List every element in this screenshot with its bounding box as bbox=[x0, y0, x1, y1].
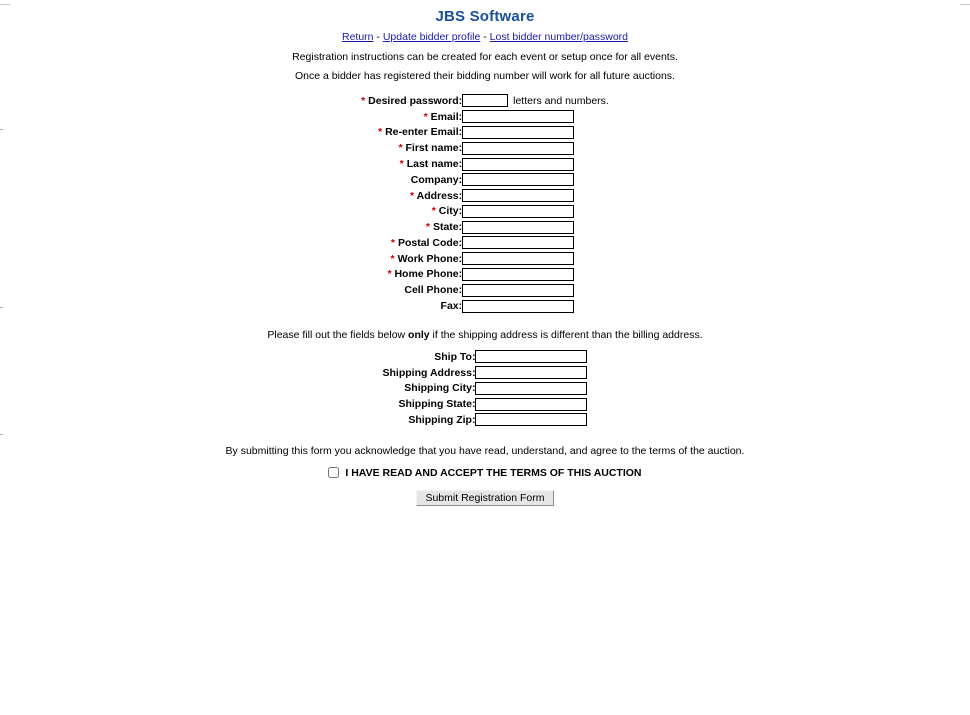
instructions-block bbox=[0, 51, 970, 82]
field-cell-postal-code bbox=[462, 235, 609, 251]
label-text: Cell Phone: bbox=[404, 284, 463, 297]
label-state bbox=[361, 219, 462, 235]
nav-separator-2: - bbox=[480, 31, 490, 43]
label-text: Postal Code: bbox=[397, 236, 463, 249]
shipping-form-table bbox=[383, 349, 588, 428]
label-company bbox=[361, 172, 462, 188]
label-shipping-city bbox=[383, 381, 476, 397]
label-text: Fax: bbox=[440, 300, 463, 313]
registration-form-table bbox=[361, 93, 609, 314]
top-rule-right bbox=[960, 4, 970, 5]
label-shipping-zip bbox=[383, 412, 476, 428]
label-text: Home Phone: bbox=[394, 268, 463, 281]
return-link[interactable]: Return bbox=[341, 31, 374, 43]
field-cell-shipping-address bbox=[475, 365, 587, 381]
form-row-shipping-address bbox=[383, 365, 588, 381]
field-cell-last-name bbox=[462, 156, 609, 172]
submit-row bbox=[0, 490, 970, 506]
label-text: Re-enter Email: bbox=[385, 126, 463, 139]
field-cell-fax bbox=[462, 298, 609, 314]
form-row-work-phone bbox=[361, 251, 609, 267]
field-cell-reenter-email bbox=[462, 125, 609, 141]
fax-input[interactable] bbox=[462, 300, 574, 313]
label-address bbox=[361, 188, 462, 204]
label-text: Desired password: bbox=[368, 94, 463, 107]
field-cell-home-phone bbox=[462, 267, 609, 283]
required-marker: * bbox=[390, 236, 398, 249]
form-row-address bbox=[361, 188, 609, 204]
required-marker: * bbox=[361, 94, 369, 107]
required-marker: * bbox=[387, 268, 395, 281]
label-reenter-email bbox=[361, 125, 462, 141]
lost-bidder-number-link[interactable]: Lost bidder number/password bbox=[489, 31, 628, 43]
label-text: Shipping City: bbox=[404, 382, 476, 395]
required-marker: * bbox=[399, 158, 407, 171]
nav-links bbox=[0, 31, 970, 43]
state-input[interactable] bbox=[462, 221, 574, 234]
form-row-home-phone bbox=[361, 267, 609, 283]
postal-code-input[interactable] bbox=[462, 236, 574, 249]
cell-phone-input[interactable] bbox=[462, 284, 574, 297]
label-shipping-state bbox=[383, 396, 476, 412]
label-text: Company: bbox=[410, 173, 463, 186]
reenter-email-input[interactable] bbox=[462, 126, 574, 139]
field-cell-work-phone bbox=[462, 251, 609, 267]
shipping-note bbox=[0, 329, 970, 341]
accept-terms-checkbox[interactable] bbox=[328, 467, 339, 478]
required-marker: * bbox=[390, 252, 398, 265]
ship-to-input[interactable] bbox=[475, 350, 587, 363]
terms-note: By submitting this form you acknowledge that you have read, understand, and agree to the terms of the auction. bbox=[225, 444, 745, 457]
label-ship-to bbox=[383, 349, 476, 365]
label-first-name bbox=[361, 140, 462, 156]
label-text: State: bbox=[432, 221, 463, 234]
label-home-phone bbox=[361, 267, 462, 283]
company-input[interactable] bbox=[462, 173, 574, 186]
field-cell-cell-phone bbox=[462, 282, 609, 298]
label-fax bbox=[361, 298, 462, 314]
label-text: Email: bbox=[430, 110, 463, 123]
form-row-postal-code bbox=[361, 235, 609, 251]
home-phone-input[interactable] bbox=[462, 268, 574, 281]
desired-password-hint: letters and numbers. bbox=[513, 94, 609, 107]
required-marker: * bbox=[425, 221, 433, 234]
field-cell-email bbox=[462, 109, 609, 125]
field-cell-company bbox=[462, 172, 609, 188]
shipping-note-prefix: Please fill out the fields below bbox=[267, 328, 409, 341]
label-text: Shipping Address: bbox=[382, 366, 476, 379]
instructions-line-2: Once a bidder has registered their bidding number will work for all future auctions. bbox=[295, 70, 675, 82]
field-cell-ship-to bbox=[475, 349, 587, 365]
label-email bbox=[361, 109, 462, 125]
label-text: First name: bbox=[405, 142, 463, 155]
field-cell-first-name bbox=[462, 140, 609, 156]
label-text: Work Phone: bbox=[397, 252, 463, 265]
form-row-fax bbox=[361, 298, 609, 314]
required-marker: * bbox=[398, 142, 406, 155]
work-phone-input[interactable] bbox=[462, 252, 574, 265]
shipping-address-input[interactable] bbox=[475, 366, 587, 379]
label-last-name bbox=[361, 156, 462, 172]
form-row-shipping-state bbox=[383, 396, 588, 412]
field-cell-shipping-state bbox=[475, 396, 587, 412]
form-row-shipping-city bbox=[383, 381, 588, 397]
label-city bbox=[361, 203, 462, 219]
first-name-input[interactable] bbox=[462, 142, 574, 155]
top-rule-left bbox=[0, 4, 10, 5]
form-row-shipping-zip bbox=[383, 412, 588, 428]
shipping-state-input[interactable] bbox=[475, 398, 587, 411]
city-input[interactable] bbox=[462, 205, 574, 218]
nav-separator-1: - bbox=[373, 31, 383, 43]
label-desired-password bbox=[361, 93, 462, 109]
accept-terms-label[interactable]: I HAVE READ AND ACCEPT THE TERMS OF THIS AUCTION bbox=[345, 466, 642, 479]
shipping-zip-input[interactable] bbox=[475, 413, 587, 426]
form-row-first-name bbox=[361, 140, 609, 156]
submit-registration-button[interactable]: Submit Registration Form bbox=[416, 490, 553, 506]
label-work-phone bbox=[361, 251, 462, 267]
required-marker: * bbox=[378, 126, 386, 139]
side-tick-3 bbox=[0, 434, 3, 435]
label-postal-code bbox=[361, 235, 462, 251]
field-cell-desired-password bbox=[462, 93, 609, 109]
side-tick-2 bbox=[0, 307, 3, 308]
label-text: City: bbox=[438, 205, 463, 218]
required-marker: * bbox=[409, 189, 417, 202]
required-marker: * bbox=[431, 205, 439, 218]
label-cell-phone bbox=[361, 282, 462, 298]
label-text: Address: bbox=[416, 189, 463, 202]
last-name-input[interactable] bbox=[462, 158, 574, 171]
form-row-email bbox=[361, 109, 609, 125]
field-cell-city bbox=[462, 203, 609, 219]
update-bidder-profile-link[interactable]: Update bidder profile bbox=[382, 31, 481, 43]
field-cell-shipping-zip bbox=[475, 412, 587, 428]
form-row-state bbox=[361, 219, 609, 235]
page-title: JBS Software bbox=[435, 8, 535, 25]
field-cell-shipping-city bbox=[475, 381, 587, 397]
shipping-city-input[interactable] bbox=[475, 382, 587, 395]
form-row-last-name bbox=[361, 156, 609, 172]
field-cell-address bbox=[462, 188, 609, 204]
side-tick-1 bbox=[0, 129, 3, 130]
label-text: Shipping State: bbox=[398, 398, 476, 411]
accept-terms-row bbox=[0, 467, 970, 479]
shipping-note-suffix: if the shipping address is different than the billing address. bbox=[429, 328, 703, 341]
address-input[interactable] bbox=[462, 189, 574, 202]
form-row-desired-password bbox=[361, 93, 609, 109]
label-text: Shipping Zip: bbox=[408, 413, 476, 426]
label-shipping-address bbox=[383, 365, 476, 381]
form-row-cell-phone bbox=[361, 282, 609, 298]
form-row-city bbox=[361, 203, 609, 219]
email-input[interactable] bbox=[462, 110, 574, 123]
instructions-line-1: Registration instructions can be created for each event or setup once for all events. bbox=[292, 51, 678, 63]
required-marker: * bbox=[423, 110, 431, 123]
field-cell-state bbox=[462, 219, 609, 235]
form-row-reenter-email bbox=[361, 125, 609, 141]
desired-password-input[interactable] bbox=[462, 94, 508, 107]
shipping-note-emphasis: only bbox=[408, 328, 430, 341]
label-text: Last name: bbox=[406, 158, 463, 171]
form-row-ship-to bbox=[383, 349, 588, 365]
label-text: Ship To: bbox=[434, 350, 476, 363]
form-row-company bbox=[361, 172, 609, 188]
